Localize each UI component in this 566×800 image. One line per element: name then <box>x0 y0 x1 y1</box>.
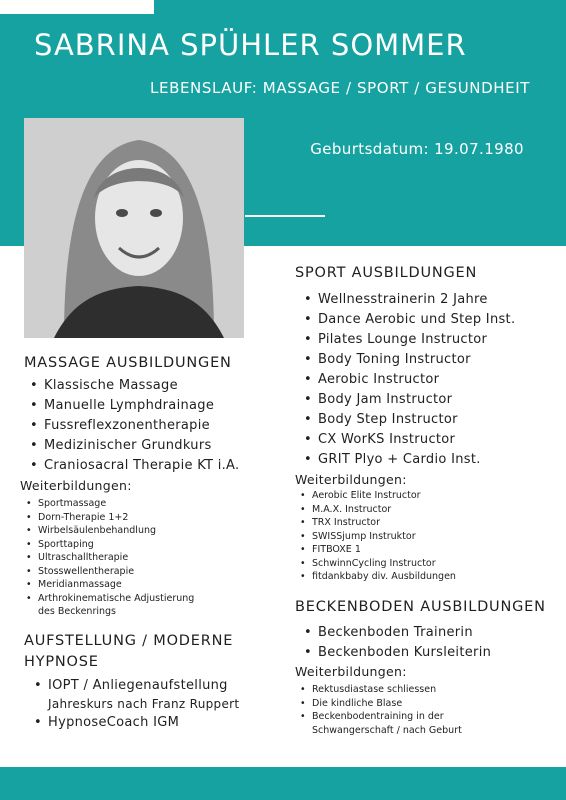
sport-further-list <box>300 489 456 584</box>
list-item: • Fussreflexzonentherapie <box>30 416 239 436</box>
birth-date: Geburtsdatum: 19.07.1980 <box>310 140 524 158</box>
list-item: • SchwinnCycling Instructor <box>300 557 456 571</box>
list-item: • Body Toning Instructor <box>304 350 515 370</box>
header-divider <box>245 215 325 217</box>
footer-band <box>0 767 566 800</box>
beckenboden-further-list <box>300 683 462 737</box>
hypnose-list <box>34 676 239 733</box>
hypnose-title-line2: HYPNOSE <box>24 654 99 670</box>
hypnose-title <box>24 631 233 673</box>
list-item: • Sporttaping <box>26 538 194 552</box>
profile-photo <box>24 118 244 338</box>
list-item-continuation: des Beckenrings <box>38 606 117 617</box>
list-item: • SWISSjump Instruktor <box>300 530 456 544</box>
list-item: • M.A.X. Instructor <box>300 503 456 517</box>
list-item: • Rektusdiastase schliessen <box>300 683 462 697</box>
list-item: • Beckenboden Kursleiterin <box>304 643 491 663</box>
list-item: • Craniosacral Therapie KT i.A. <box>30 456 239 476</box>
list-item: • Wirbelsäulenbehandlung <box>26 524 194 538</box>
list-item: • Pilates Lounge Instructor <box>304 330 515 350</box>
list-item: • Meridianmassage <box>26 578 194 592</box>
sport-list <box>304 290 515 470</box>
list-item <box>26 592 194 619</box>
list-item: • TRX Instructor <box>300 516 456 530</box>
list-item: • GRIT Plyo + Cardio Inst. <box>304 450 515 470</box>
beckenboden-list <box>304 623 491 663</box>
list-item-continuation: Jahreskurs nach Franz Ruppert <box>48 697 240 711</box>
list-item <box>34 676 239 713</box>
list-item: • HypnoseCoach IGM <box>34 713 239 733</box>
list-item-text: Beckenbodentraining in der <box>312 711 444 722</box>
list-item: • Manuelle Lymphdrainage <box>30 396 239 416</box>
list-item: • Body Jam Instructor <box>304 390 515 410</box>
list-item: • Aerobic Elite Instructor <box>300 489 456 503</box>
list-item-continuation: Schwangerschaft / nach Geburt <box>312 724 462 736</box>
list-item: • Ultraschalltherapie <box>26 551 194 565</box>
sport-title: SPORT AUSBILDUNGEN <box>295 265 478 281</box>
list-item: • Dorn-Therapie 1+2 <box>26 511 194 525</box>
beckenboden-further-title: Weiterbildungen: <box>295 664 407 679</box>
list-item: • Body Step Instructor <box>304 410 515 430</box>
list-item-text: IOPT / Anliegenaufstellung <box>48 678 228 693</box>
list-item: • Wellnesstrainerin 2 Jahre <box>304 290 515 310</box>
list-item-text: Arthrokinematische Adjustierung <box>38 592 195 604</box>
list-item: • Stosswellentherapie <box>26 565 194 579</box>
person-name: SABRINA SPÜHLER SOMMER <box>34 28 467 62</box>
list-item: • Beckenboden Trainerin <box>304 623 491 643</box>
beckenboden-title: BECKENBODEN AUSBILDUNGEN <box>295 599 546 615</box>
portrait-icon <box>24 118 244 338</box>
list-item <box>300 710 462 737</box>
list-item: • Klassische Massage <box>30 376 239 396</box>
cv-subtitle: LEBENSLAUF: MASSAGE / SPORT / GESUNDHEIT <box>150 79 530 97</box>
massage-title: MASSAGE AUSBILDUNGEN <box>24 355 232 371</box>
list-item: • FITBOXE 1 <box>300 543 456 557</box>
list-item: • Die kindliche Blase <box>300 697 462 711</box>
hypnose-title-line1: AUFSTELLUNG / MODERNE <box>24 633 234 649</box>
sport-further-title: Weiterbildungen: <box>295 472 407 487</box>
list-item: • Sportmassage <box>26 497 194 511</box>
list-item: • Medizinischer Grundkurs <box>30 436 239 456</box>
massage-further-title: Weiterbildungen: <box>20 478 132 493</box>
list-item: • CX WorKS Instructor <box>304 430 515 450</box>
list-item: • Aerobic Instructor <box>304 370 515 390</box>
massage-further-list <box>26 497 194 619</box>
massage-list <box>30 376 239 476</box>
list-item: • fitdankbaby div. Ausbildungen <box>300 570 456 584</box>
header-notch <box>0 0 154 14</box>
list-item: • Dance Aerobic und Step Inst. <box>304 310 515 330</box>
